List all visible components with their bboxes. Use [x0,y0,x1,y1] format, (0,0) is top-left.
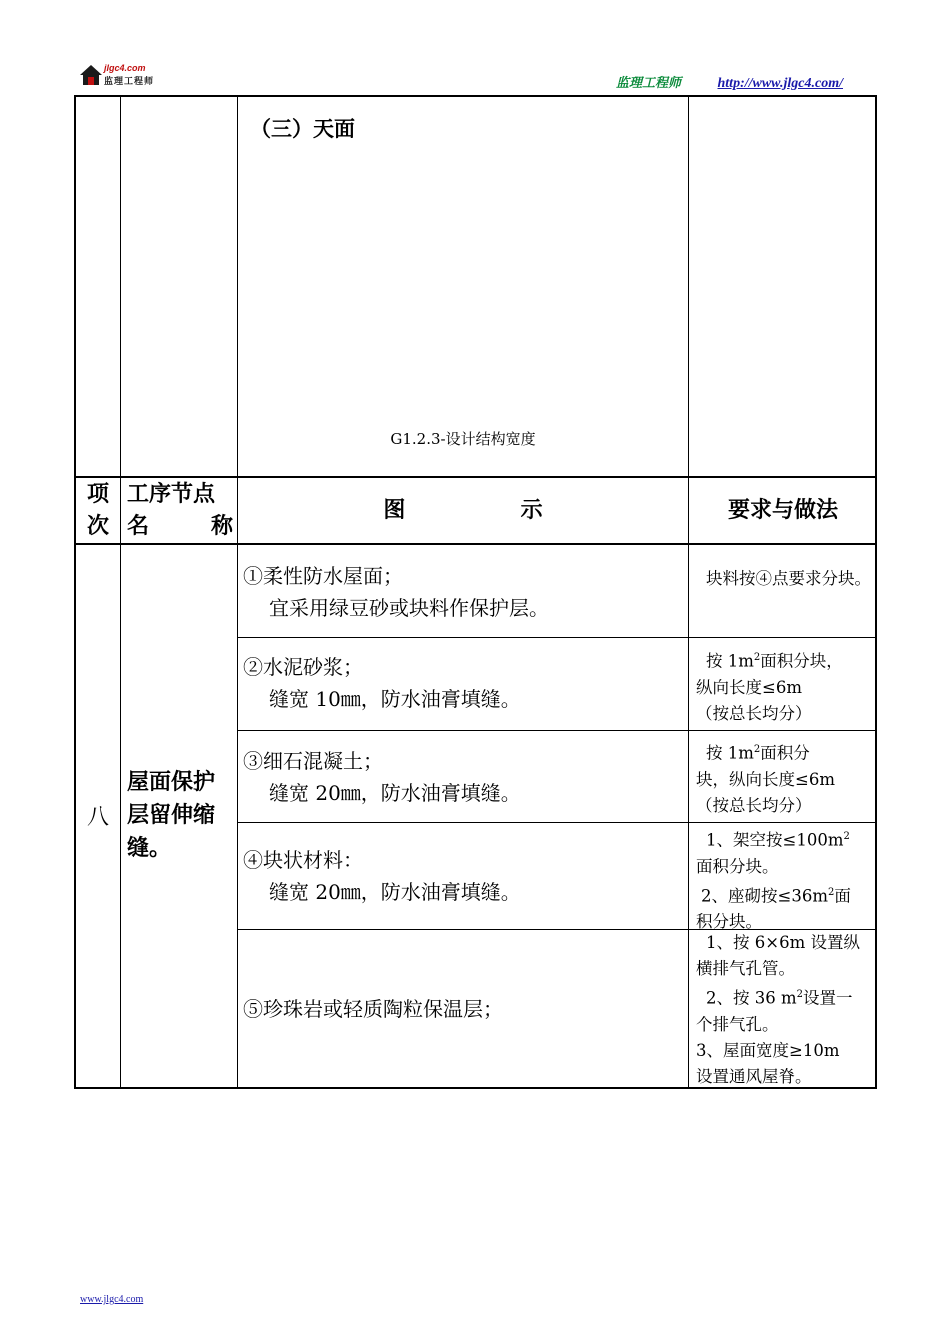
item-3-req-c: （按总长均分） [696,795,812,815]
item-5-req-c-sup: 2 [796,989,804,1000]
item-2-req-a-sup: 2 [753,652,761,663]
row-node-name: 屋面保护层留伸缩缝。 [127,769,216,861]
header-illustration-char-a: 图 [383,497,406,523]
item-2-req-a: 按 1m [706,651,754,671]
header-illustration [238,494,688,526]
site-logo [80,63,170,87]
row-divider-1 [237,637,876,638]
item-1-line2: 宜采用绿豆砂或块料作保护层。 [269,596,549,620]
logo-brand-text: 监理工程师 [104,76,155,86]
item-1-requirement: 块料按④点要求分块。 [706,569,871,588]
logo-domain-text: jlgc4.com [104,63,146,73]
item-5-req-a: 1、按 6×6m 设置纵 [706,933,860,952]
item-5-line1: ⑤珍珠岩或轻质陶粒保温层； [243,997,503,1021]
header-process-node-line2 [127,510,233,542]
item-3 [243,745,683,809]
header-illustration-char-b: 示 [520,497,543,523]
item-4 [243,844,683,908]
item-2-req-c: （按总长均分） [696,703,812,723]
row-divider-2 [237,730,876,731]
item-4-req-c-sup: 2 [827,886,835,898]
item-4-req-c: 2、座砌按≤36m [701,886,828,905]
item-4-req-b: 面积分块。 [696,856,779,876]
row-divider-3 [237,822,876,823]
header-url-link[interactable]: http://www.jlgc4.com/ [717,76,843,91]
item-3-req-a: 按 1m [706,743,754,763]
item-5-req-c: 2、按 36 m [706,988,797,1008]
header-item-number [80,478,116,542]
item-5-req-b: 横排气孔管。 [696,959,795,978]
item-5-requirement [696,930,874,1090]
item-4-req-d: 积分块。 [696,912,762,931]
header-requirements: 要求与做法 [727,497,838,523]
header-bottom-rule [75,543,876,545]
item-3-line2: 缝宽 20㎜，防水油膏填缝。 [269,781,521,805]
item-2-req-a-post: 面积分块， [760,651,843,671]
col-divider-2 [237,96,238,1088]
item-4-line1: ④块状材料： [243,848,363,872]
item-1-line1: ①柔性防水屋面； [243,564,403,588]
header-right [616,72,843,92]
item-1 [243,560,683,624]
item-5-req-f: 设置通风屋脊。 [696,1066,812,1086]
item-3-requirement [696,737,874,819]
item-5-req-d: 个排气孔。 [696,1014,779,1034]
item-3-line1: ③细石混凝土； [243,749,383,773]
item-4-req-c-post: 面 [834,886,851,905]
item-3-req-a-sup: 2 [753,744,761,755]
item-2-line2: 缝宽 10㎜，防水油膏填缝。 [269,687,521,711]
item-2-requirement [696,645,874,727]
item-5 [243,993,683,1025]
footer-url-link[interactable]: www.jlgc4.com [80,1294,144,1305]
col-divider-3 [688,96,689,1088]
figure-caption: G1.2.3-设计结构宽度 [390,430,536,448]
item-5-req-e: 3、屋面宽度≥10m [696,1040,840,1060]
item-3-req-a-post: 面积分 [760,743,810,763]
header-process-node-char-b: 称 [210,513,233,539]
header-process-node-char-a: 名 [127,513,150,539]
header-tagline: 监理工程师 [616,75,682,90]
item-3-req-b: 块，纵向长度≤6m [696,769,835,789]
row-number: 八 [86,805,109,830]
item-2-req-b: 纵向长度≤6m [696,677,802,697]
header-process-node-line1: 工序节点 [127,481,216,507]
col-divider-1 [120,96,121,1088]
header-item-number-line2: 次 [86,513,109,539]
header-item-number-line1: 项 [86,481,109,507]
item-5-req-c-post: 设置一 [803,988,853,1008]
item-2-line1: ②水泥砂浆； [243,655,363,679]
item-4-line2: 缝宽 20㎜，防水油膏填缝。 [269,880,521,904]
item-4-req-a-sup: 2 [843,831,850,842]
header-process-node [127,478,233,542]
item-2 [243,651,683,715]
house-logo-icon [80,65,102,85]
item-4-req-a: 1、架空按≤100m [706,830,844,850]
section-title: （三）天面 [250,116,355,141]
item-4-requirement [696,824,874,935]
